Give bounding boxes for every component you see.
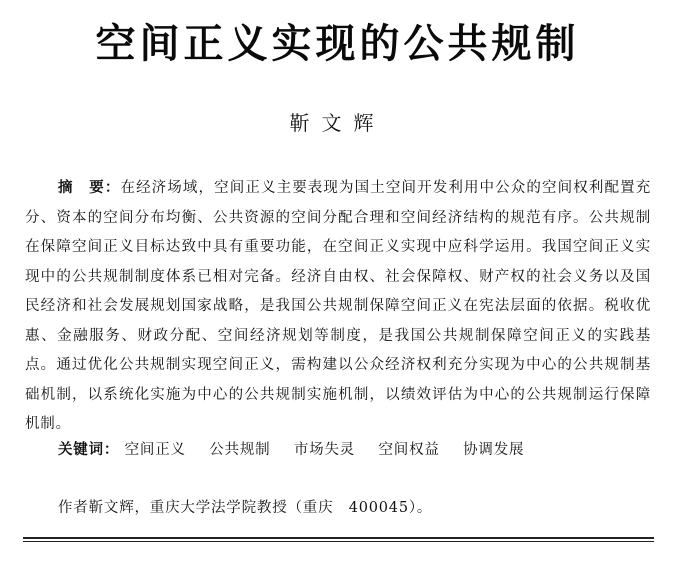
abstract-text: 在经济场域，空间正义主要表现为国土空间开发利用中公众的空间权利配置充分、资本的空间分布均衡、公共资源的空间分配合理和空间经济结构的规范有序。公共规制在保障空间正义目标达致中具有重要功能，在空间正义实现中应科学运用。我国空间正义实现中的公共规制制度体系已相对完备。经济自由权、社会保障权、财产权的社会义务以及国民经济和社会发展规划国家战略，是我国公共规制保障空间正义在宪法层面的依据。税收优惠、金融服务、财政分配、空间经济规划等制度，是我国公共规制保障空间正义的实践基点。通过优化公共规制实现空间正义，需构建以公众经济权利充分实现为中心的公共规制基础机制，以系统化实施为中心的公共规制实施机制，以绩效评估为中心的公共规制运行保障机制。 xyxy=(25,180,651,432)
abstract-label: 摘 要： xyxy=(58,180,121,196)
keyword: 空间权益 xyxy=(378,442,440,458)
keywords-label: 关键词： xyxy=(58,442,120,458)
footer-divider-thick xyxy=(23,537,654,539)
keyword: 公共规制 xyxy=(209,442,271,458)
keyword: 市场失灵 xyxy=(293,442,356,458)
footer-divider-thin xyxy=(23,541,654,542)
keyword: 空间正义 xyxy=(124,442,186,458)
paper-title: 空间正义实现的公共规制 xyxy=(95,21,580,67)
keywords xyxy=(58,436,542,465)
abstract xyxy=(25,174,651,440)
keyword: 协调发展 xyxy=(463,442,525,458)
author-affiliation-note: 作者靳文辉，重庆大学法学院教授（重庆 400045）。 xyxy=(58,500,433,516)
author-name: 靳文辉 xyxy=(289,111,386,135)
